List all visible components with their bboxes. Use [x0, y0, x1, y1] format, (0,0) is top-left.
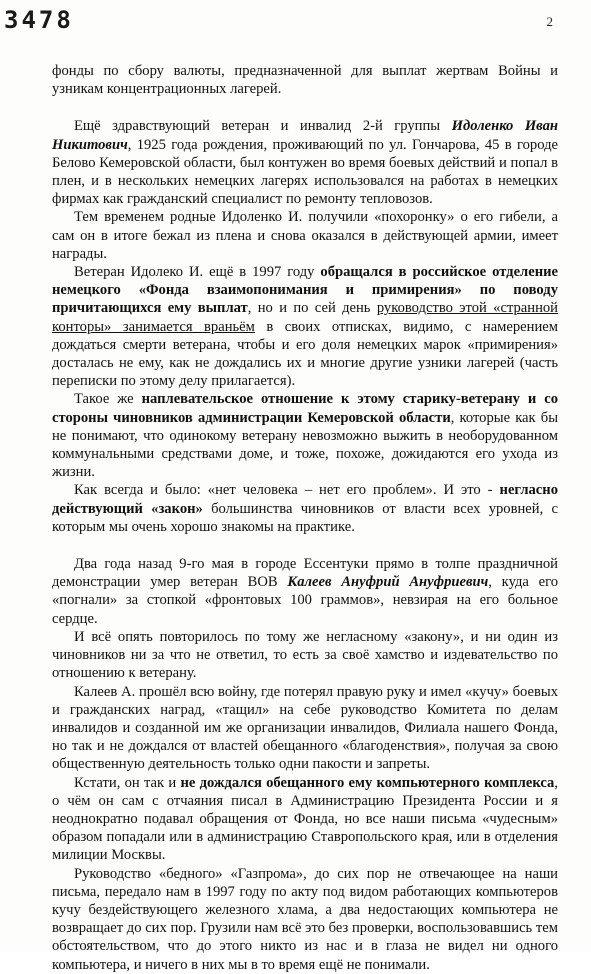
- emphasized-phrase: наплевательское отношение к этому старику-ветерану и со стороны чиновников администрации Кемеровской области: [52, 391, 558, 426]
- text-run: , но и по сей день: [247, 300, 377, 317]
- text-run: Руководство «бедного» «Газпрома», до сих пор не отвечающее на наши письма, передало нам в 1997 году по акту под видом работающих компьютеров кучу бездействующего железного хлама, а два недостающих компьютера не возвращает до сих пор. Грузили нам всё это без проверки, воспользовавшись тем обстоятельством, что до этого никто из нас и в глаза не видел ни одного компьютера, и ничего в них мы в то время ещё не понимали.: [52, 865, 558, 973]
- emphasized-phrase: не дождался обещанного ему компьютерного комплекса: [180, 774, 555, 791]
- text-run: Два года назад 9-го мая в городе Ессентуки прямо в толпе праздничной демонстрации умер ветеран ВОВ: [52, 556, 558, 591]
- paragraph-p8: [52, 628, 558, 683]
- person-name: Калеев Ануфрий Ануфриевич: [287, 574, 489, 591]
- text-run: Ещё здравствующий ветеран и инвалид 2-й группы: [74, 118, 452, 135]
- paragraph-p5: [52, 390, 558, 481]
- text-run: И всё опять повторилось по тому же негласному «закону», и ни один из чиновников ни за что не ответил, то есть за своё хамство и издевательство по отношению к ветерану.: [52, 628, 558, 682]
- paragraph-p2: [52, 117, 558, 208]
- text-run: Такое же: [74, 391, 142, 408]
- paragraph-p9: [52, 683, 558, 774]
- text-run: , которые как бы не понимают, что одинокому ветерану невозможно выжить в необорудованном коммунальными средствами доме, и тоже, похоже, дожидаются его ухода из жизни.: [52, 409, 558, 481]
- text-run: , о чём он сам с отчаяния писал в Администрацию Президента России и я неоднократно подавал обращения от Фонда, но все наши письма «чудесным» образом попадали или в администрацию Ставропольского края, или в отделения милиции Москвы.: [52, 774, 558, 864]
- paragraph-p10: [52, 774, 558, 865]
- paragraph-p4: [52, 263, 558, 390]
- document-stamp-number: 3478: [4, 6, 74, 34]
- text-run: фонды по сбору валюты, предназначенной для выплат жертвам Войны и узникам концентрационных лагерей.: [52, 63, 558, 98]
- person-name: Идоленко Иван Никитович: [52, 118, 558, 153]
- emphasized-phrase: негласно действующий «закон»: [52, 482, 558, 517]
- paragraph-p3: [52, 208, 558, 263]
- text-run: , 1925 года рождения, проживающий по ул. Гончарова, 45 в городе Белово Кемеровской области, был контужен во время боевых действий и попал в плен, и в нескольких немецких лагерях использовался на работах в немецких фирмах как гражданский специалист по ремонту тепловозов.: [52, 136, 558, 208]
- paragraph-p11: [52, 865, 558, 974]
- underlined-phrase: руководство этой «странной конторы» занимается враньём: [52, 300, 558, 335]
- text-run: в своих отписках, видимо, с намерением дождаться смерти ветерана, чтобы и его доля немецких марок «примирения» досталась не ему, как не дождались их и многие другие узники лагерей (часть переписки по этому делу прилагается).: [52, 318, 558, 390]
- text-run: большинства чиновников от власти всех уровней, с которым мы очень хорошо знакомы на практике.: [52, 500, 558, 535]
- text-run: Ветеран Идолеко И. ещё в 1997 году: [74, 264, 321, 281]
- text-run: , куда его «погнали» за стопкой «фронтовых 100 граммов», невзирая на его больное сердце.: [52, 574, 559, 627]
- document-body: [52, 62, 558, 974]
- text-run: Калеев А. прошёл всю войну, где потерял правую руку и имел «кучу» боевых и гражданских наград, «тащил» на себе руководство Комитета по делам инвалидов и созданной им же организации инвалидов, Филиала нашего Фонда, но так и не дождался от властей обещанного «благоденствия», получая за свою общественную деятельность только одни пакости и запреты.: [52, 683, 558, 773]
- emphasized-phrase: обращался в российское отделение немецкого «Фонда взаимопонимания и примирения» по поводу причитающихся ему выплат: [52, 264, 559, 317]
- paragraph-p6: [52, 481, 558, 536]
- paragraph-p1: [52, 62, 558, 98]
- text-run: Как всегда и было: «нет человека – нет его проблем». И это -: [74, 482, 500, 499]
- text-run: Тем временем родные Идоленко И. получили «похоронку» о его гибели, а сам он в итоге бежал из плена и снова оказался в действующей армии, имеет награды.: [52, 209, 558, 262]
- paragraph-p7: [52, 555, 558, 628]
- page-number: 2: [546, 14, 553, 29]
- text-run: Кстати, он так и: [74, 774, 181, 791]
